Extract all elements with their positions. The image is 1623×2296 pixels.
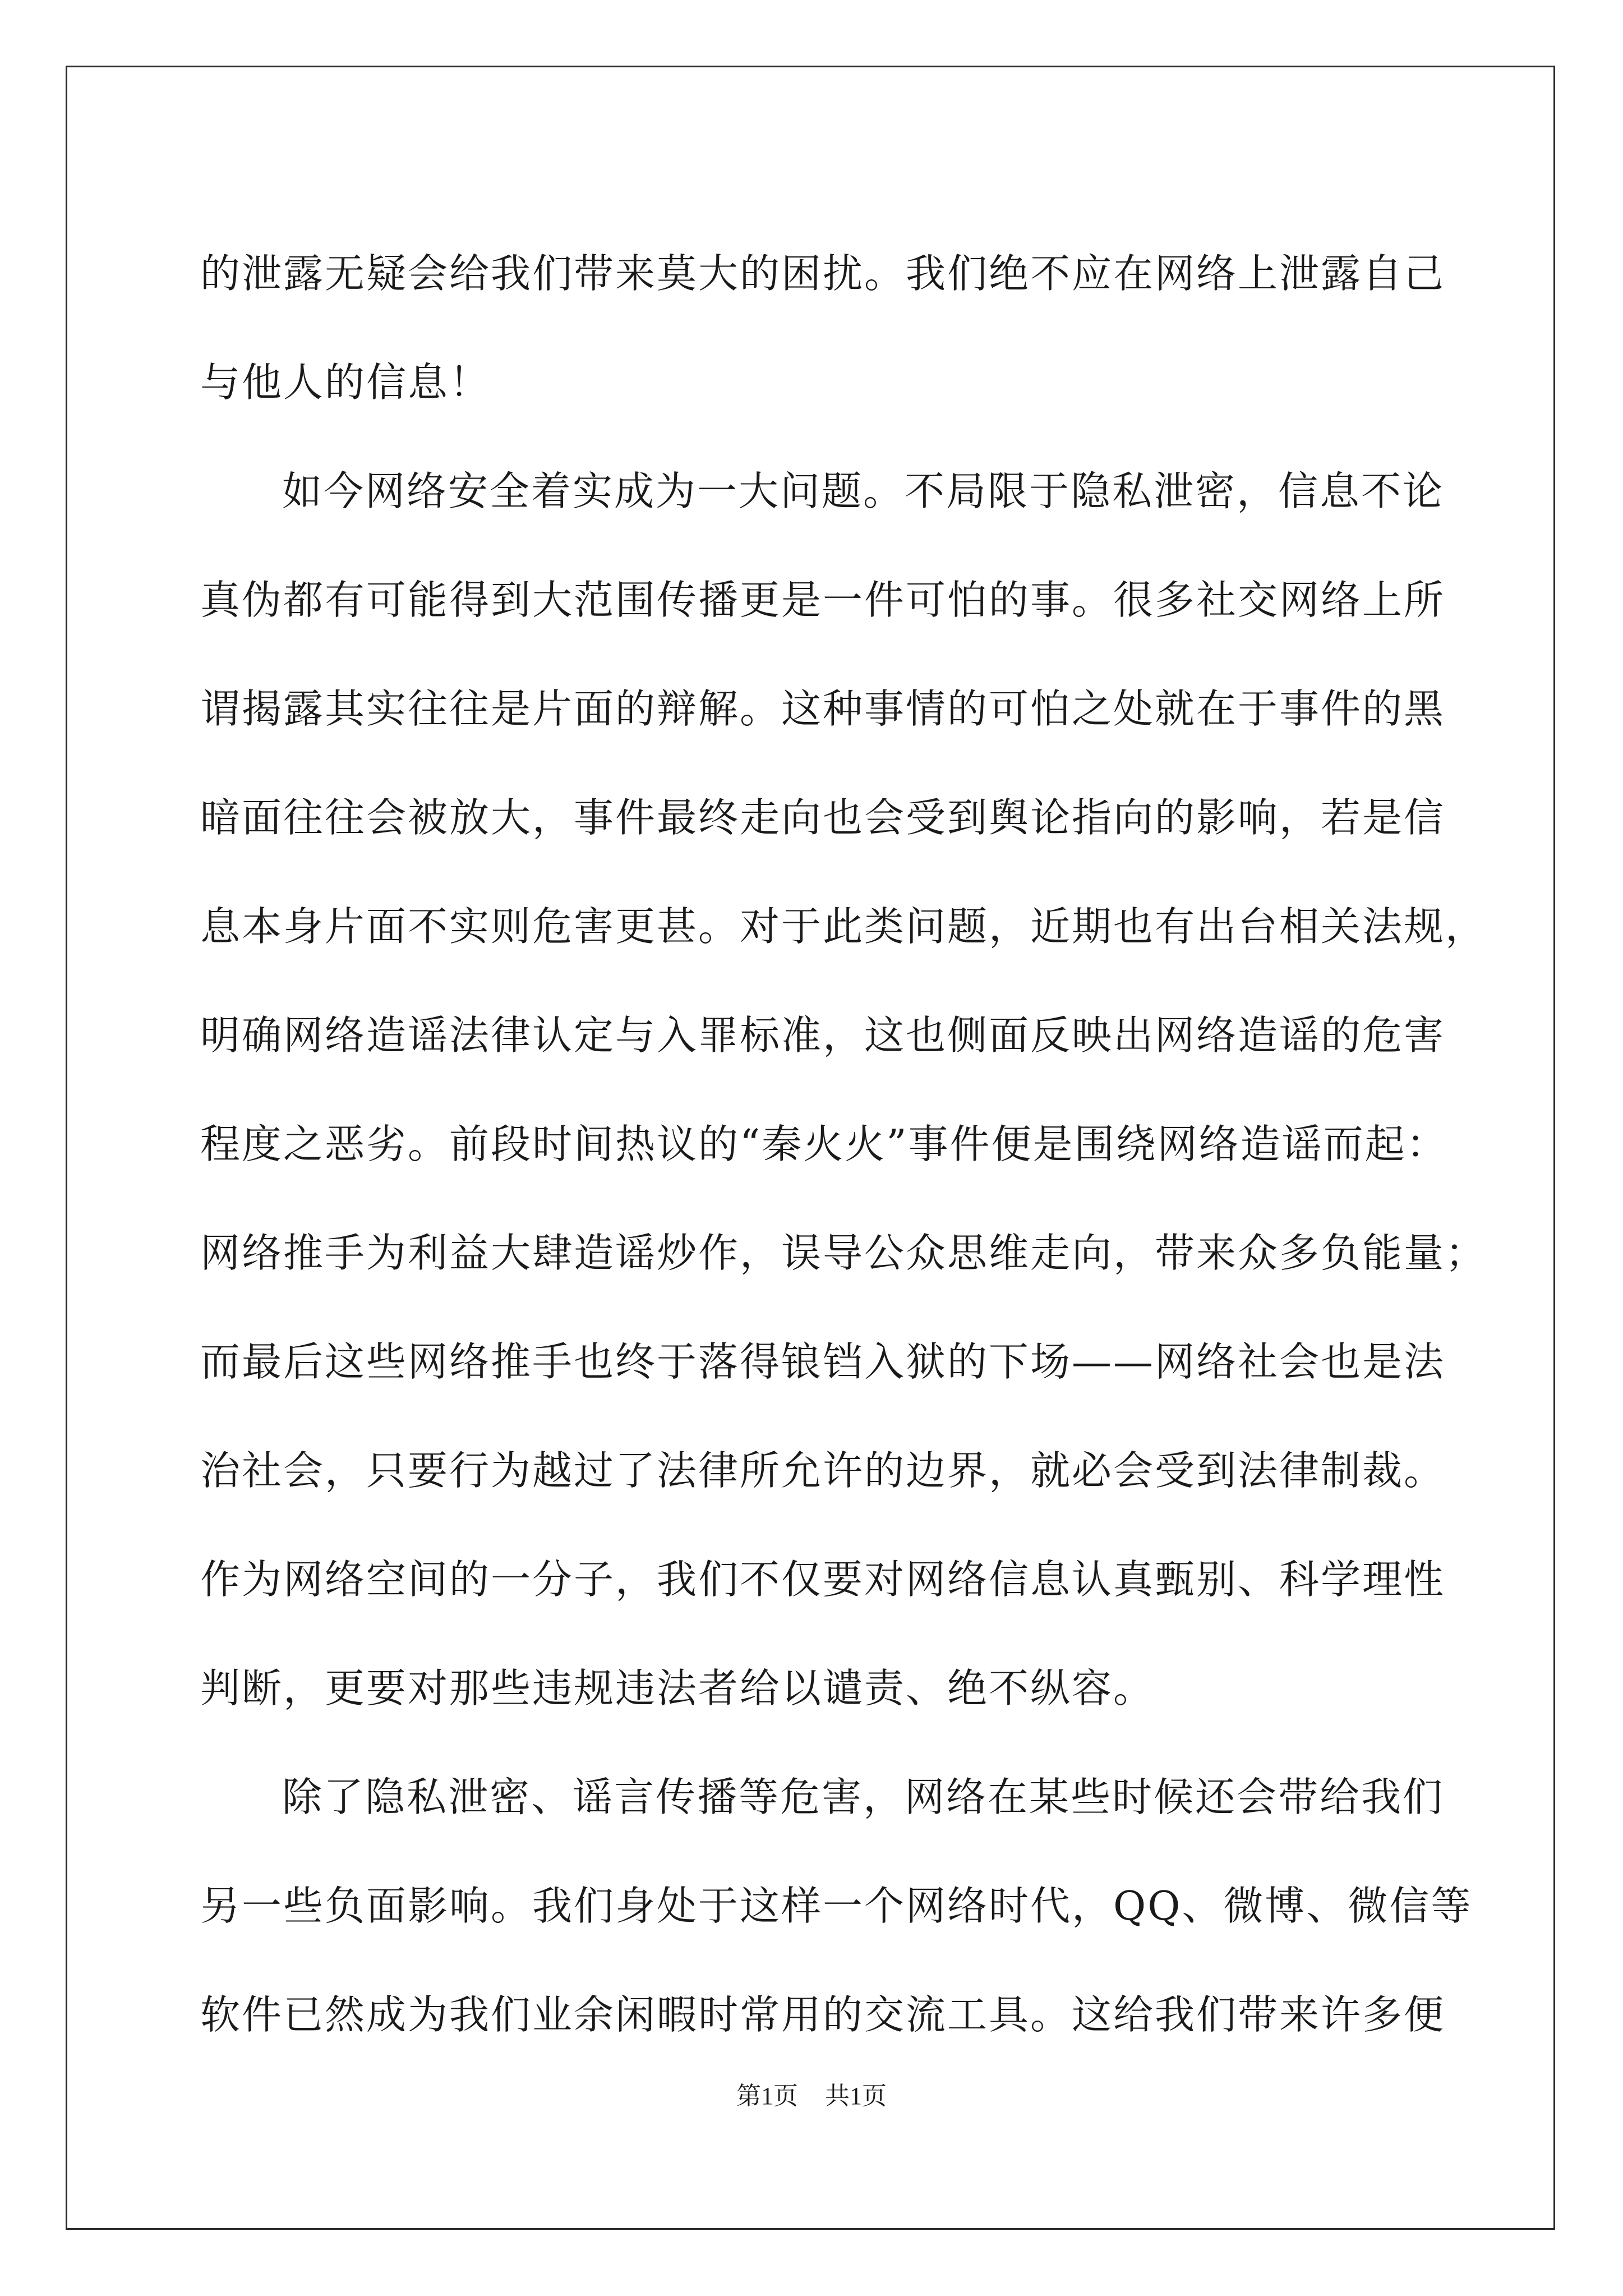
text-line: 明确网络造谣法律认定与入罪标准，这也侧面反映出网络造谣的危害	[200, 1012, 1446, 1059]
text-line: 另一些负面影响。我们身处于这样一个网络时代，QQ、微博、微信等	[200, 1883, 1473, 1929]
page-footer	[0, 2076, 1623, 2111]
text-line: 作为网络空间的一分子，我们不仅要对网络信息认真甄别、科学理性	[200, 1556, 1446, 1603]
page-number: 第1页	[736, 2082, 798, 2110]
text-line: 而最后这些网络推手也终于落得锒铛入狱的下场——网络社会也是法	[200, 1338, 1446, 1385]
document-body	[200, 216, 1487, 2066]
text-line: 软件已然成为我们业余闲暇时常用的交流工具。这给我们带来许多便	[200, 1991, 1446, 2038]
text-line: 暗面往往会被放大，事件最终走向也会受到舆论指向的影响，若是信	[200, 794, 1446, 841]
text-line: 息本身片面不实则危害更甚。对于此类问题，近期也有出台相关法规，	[200, 903, 1487, 950]
text-line: 判断，更要对那些违规违法者给以谴责、绝不纵容。	[200, 1665, 1155, 1711]
page-total: 共1页	[825, 2082, 887, 2110]
text-line: 网络推手为利益大肆造谣炒作，误导公众思维走向，带来众多负能量；	[200, 1230, 1487, 1276]
text-line: 与他人的信息！	[200, 359, 491, 406]
text-line: 除了隐私泄密、谣言传播等危害，网络在某些时候还会带给我们	[282, 1774, 1445, 1820]
text-line: 真伪都有可能得到大范围传播更是一件可怕的事。很多社交网络上所	[200, 577, 1446, 623]
text-line: 治社会，只要行为越过了法律所允许的边界，就必会受到法律制裁。	[200, 1447, 1446, 1494]
text-line: 的泄露无疑会给我们带来莫大的困扰。我们绝不应在网络上泄露自己	[200, 250, 1446, 297]
text-line: 谓揭露其实往往是片面的辩解。这种事情的可怕之处就在于事件的黑	[200, 685, 1446, 732]
text-line: 如今网络安全着实成为一大问题。不局限于隐私泄密，信息不论	[282, 468, 1445, 514]
text-line: 程度之恶劣。前段时间热议的“秦火火”事件便是围绕网络造谣而起：	[200, 1121, 1448, 1167]
